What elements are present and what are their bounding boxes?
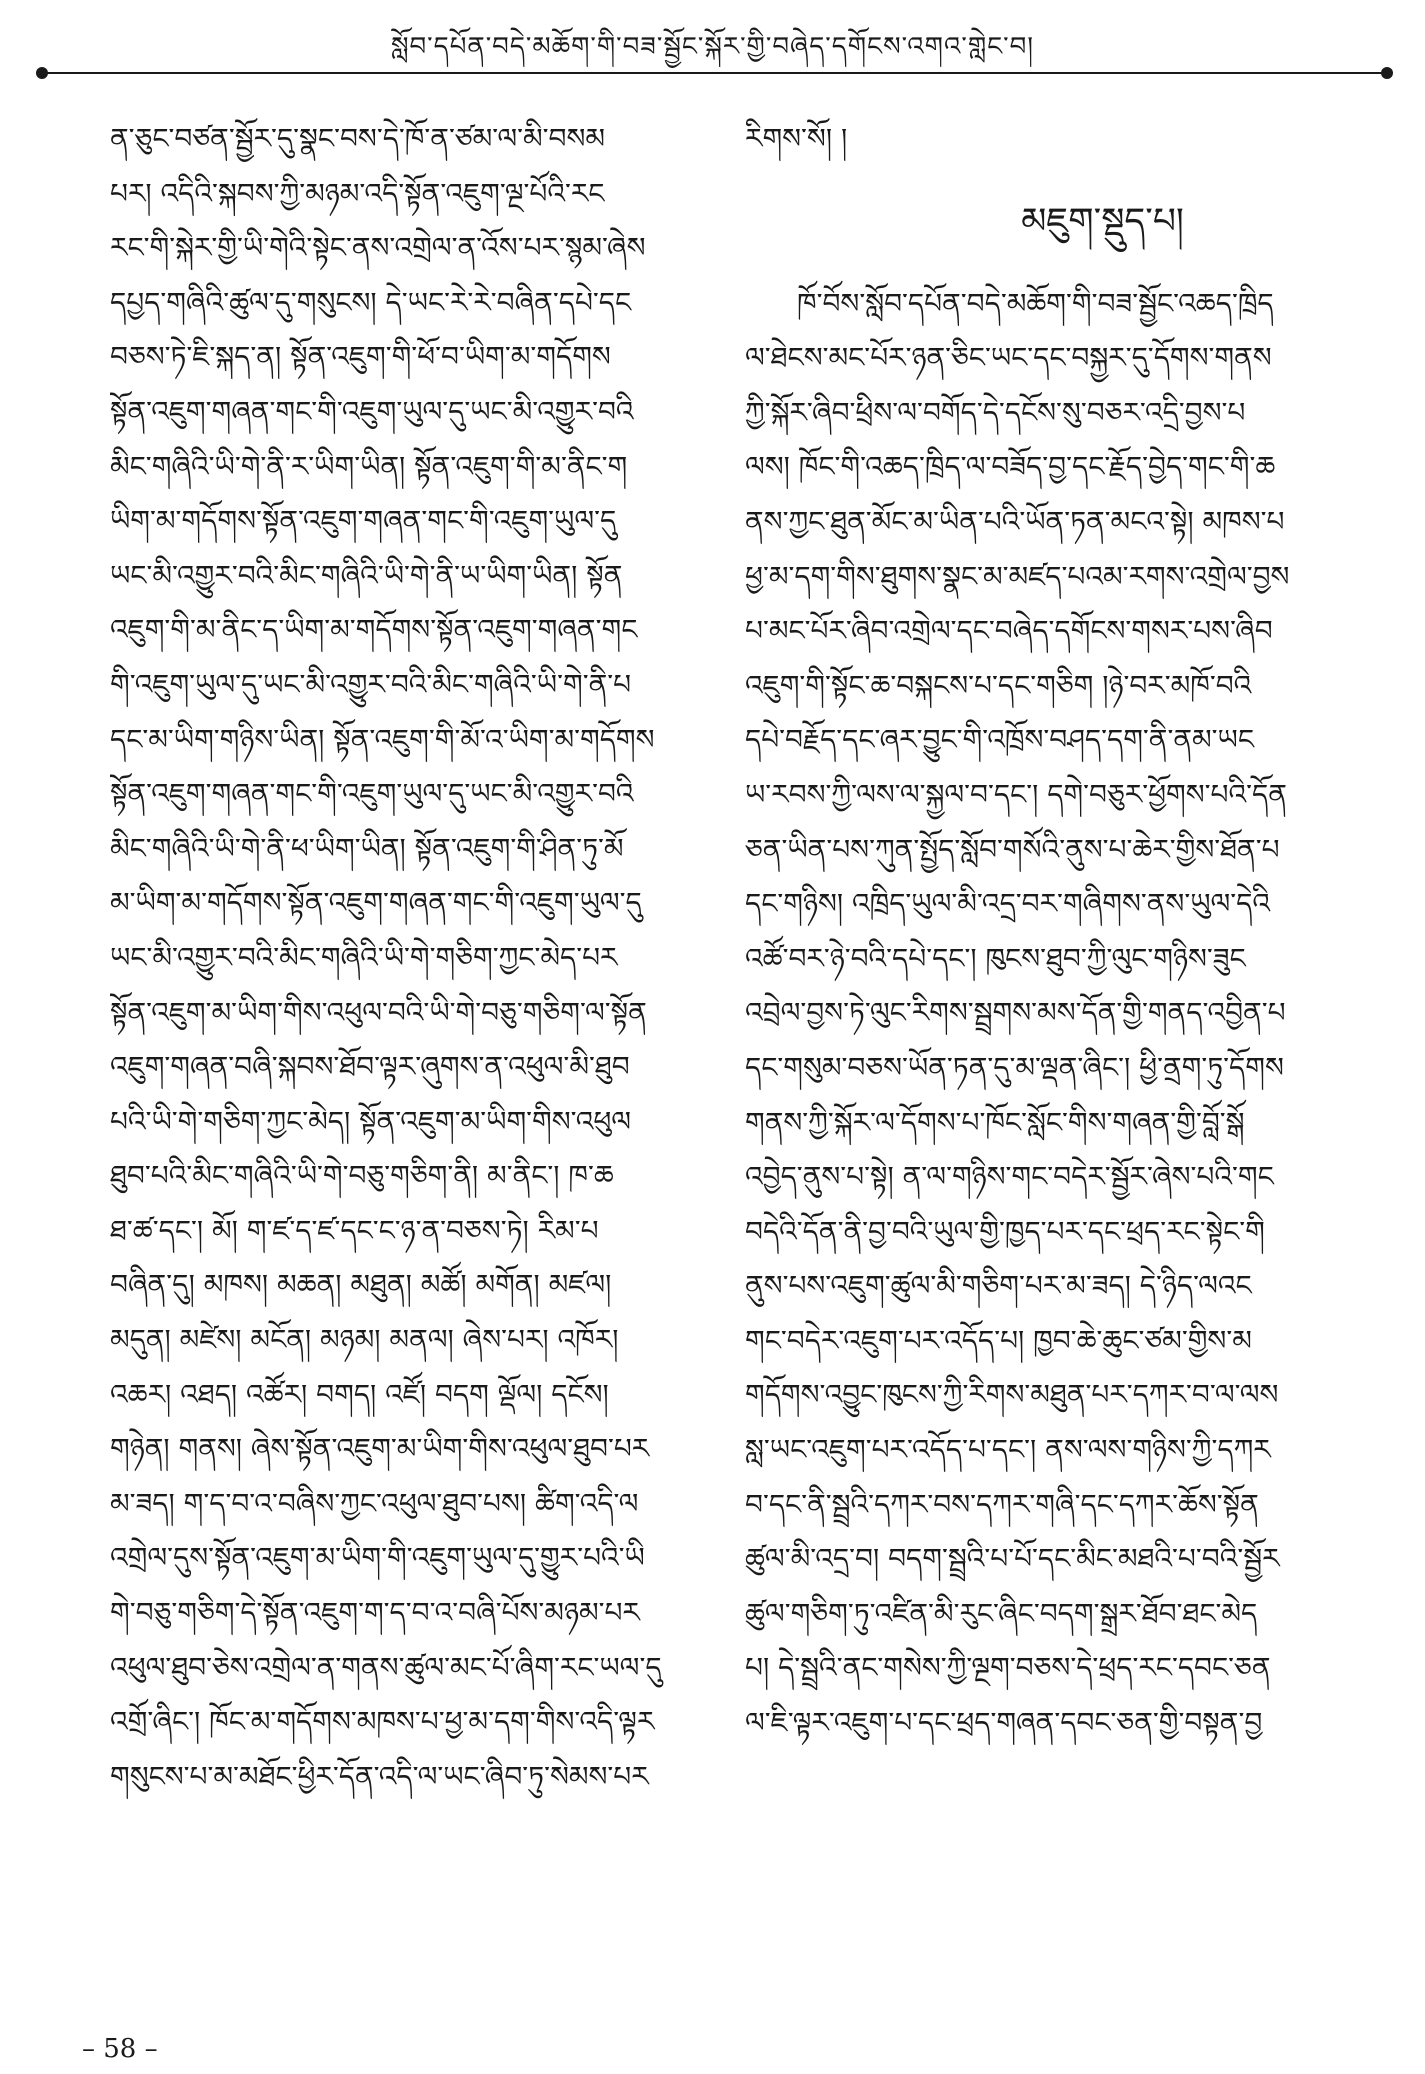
text-line: ནུས་པས་འཇུག་ཚུལ་མི་གཅིག་པར་མ་ཟད། དེ་ཉིད་ལའང	[745, 1269, 1252, 1303]
text-line: གནས་ཀྱི་སྐོར་ལ་དོགས་པ་ཁོང་སློང་གིས་གཞན་གྱི་བློ་སྒོ	[745, 1105, 1245, 1139]
text-line: ཡ་རབས་ཀྱི་ལས་ལ་སྐྱལ་བ་དང་། དགེ་བཅུར་ཕྱོགས་པའི་དོན	[745, 777, 1287, 811]
text-line: པ་མང་པོར་ཞིབ་འགྲེལ་དང་བཞེད་དགོངས་གསར་པས་ཞིབ	[745, 614, 1273, 648]
text-line: སྟོན་འཇུག་མ་ཡིག་གིས་འཕུལ་བའི་ཡི་གེ་བཅུ་གཅིག་ལ་སྟོན	[110, 995, 647, 1029]
text-line: བཞིན་དུ། མཁས། མཆན། མཐུན། མཚོ། མགོན། མཛལ།	[110, 1268, 612, 1302]
text-line: འཇུག་གི་སྟོང་ཆ་བསྐངས་པ་དང་གཅིག །ཉེ་བར་མཁོ་བའི	[745, 668, 1252, 702]
text-line: ན་ཅུང་བཙན་སྦྱོར་དུ་སྣང་བས་དེ་ཁོ་ན་ཙམ་ལ་མི་བསམ	[110, 122, 606, 155]
text-line: གདོགས་འབྱུང་ཁུངས་ཀྱི་རིགས་མཐུན་པར་དཀར་བ་ལ་ལས	[745, 1378, 1279, 1412]
text-line: བཅས་ཏེ་ཇི་སྐད་ན། སྟོན་འཇུག་གི་ཕོ་བ་ཡིག་མ་གདོགས	[110, 340, 611, 374]
text-line: འགྲོ་ཞིང་། ཁོང་མ་གདོགས་མཁས་པ་ཕྱ་མ་དག་གིས་འདི་ལྟར	[110, 1705, 655, 1739]
text-line: གསུངས་པ་མ་མཐོང་ཕྱིར་དོན་འདི་ལ་ཡང་ཞིབ་ཏུ་སེམས་པར	[110, 1759, 649, 1793]
text-line: ཡང་མི་འགྱུར་བའི་མིང་གཞིའི་ཡི་གེ་ནི་ཡ་ཡིག་ཡིན། སྟོན	[110, 558, 623, 592]
header-rule-right-dot	[1381, 67, 1393, 79]
text-line: མིང་གཞིའི་ཡི་གེ་ནི་ཕ་ཡིག་ཡིན། སྟོན་འཇུག་གི་ཤིན་ཏུ་མོ	[110, 831, 624, 865]
text-line: རང་གི་སྐེར་གྱི་ཡི་གེའི་སྟེང་ནས་འགྲེལ་ན་འོས་པར་སྙམ་ཞེས	[110, 231, 646, 265]
text-line: པར། འདིའི་སྐབས་ཀྱི་མཉམ་འདི་སྟོན་འཇུག་ལྔ་པོའི་རང	[110, 176, 605, 210]
text-line: འཇུག་གི་མ་ནིང་ད་ཡིག་མ་གདོགས་སྟོན་འཇུག་གཞན་གང	[110, 613, 638, 647]
text-line: དང་མ་ཡིག་གཉིས་ཡིན། སྟོན་འཇུག་གི་མོ་འ་ཡིག་མ་གདོགས	[110, 722, 655, 756]
text-line: འཕུལ་ཐུབ་ཅེས་འགྲེལ་ན་གནས་ཚུལ་མང་པོ་ཞིག་རང་ཡལ་དུ	[110, 1650, 662, 1684]
text-line: བདེའི་དོན་ནི་བྱ་བའི་ཡུལ་གྱི་ཁྱད་པར་དང་ཕྲད་རང་སྟེང་གི	[745, 1214, 1265, 1248]
text-line: དཔེ་བརྗོད་དང་ཞར་བྱུང་གི་འཁྲོས་བཤད་དག་ནི་ནམ་ཡང	[745, 723, 1255, 757]
text-line: མདུན། མཛེས། མངོན། མཉམ། མནལ། ཞེས་པར། འཁོར།	[110, 1323, 619, 1357]
right-body-lines	[745, 277, 1400, 1751]
section-heading: མཇུག་སྡུད་པ།	[1021, 200, 1184, 242]
text-line: དང་གསུམ་བཅས་ཡོན་ཏན་དུ་མ་ལྡན་ཞིང་། ཕྱི་ནྲག་ཏུ་དོགས	[745, 1050, 1284, 1084]
text-line: ཐུབ་པའི་མིང་གཞིའི་ཡི་གེ་བཅུ་གཅིག་ནི། མ་ནིང་། ཁ་ཆ	[110, 1159, 614, 1193]
text-line: ཡང་མི་འགྱུར་བའི་མིང་གཞིའི་ཡི་གེ་གཅིག་ཀྱང་མེད་པར	[110, 940, 618, 974]
text-line: ཚུལ་མི་འདྲ་བ། བདག་སྦྲའི་པ་པོ་དང་མིང་མཐའི་པ་བའི་སྦྱོར	[745, 1542, 1280, 1576]
text-line: པ། དེ་སྦྲའི་ནང་གསེས་ཀྱི་ལྔག་བཅས་དེ་ཕྲད་རང་དབང་ཅན	[745, 1651, 1271, 1685]
text-line: ཕྱ་མ་དག་གིས་ཐུགས་སྣང་མ་མཛད་པའམ་རགས་འགྲེལ་བྱས	[745, 559, 1290, 593]
running-header-title: སློབ་དཔོན་བདེ་མཆོག་གི་བཟ་སྦྱོང་སྐོར་གྱི་བཞེད་དགོངས་འགའ་གླེང་བ།	[390, 32, 1035, 62]
text-line: འབྲེལ་བྱས་ཏེ་ལུང་རིགས་སྦྲགས་མས་དོན་གྱི་གནད་འབྱིན་པ	[745, 996, 1286, 1030]
text-line: ཚུལ་གཅིག་ཏུ་འཛིན་མི་རུང་ཞིང་བདག་སྒྲར་ཐོབ་ཐང་མེད	[745, 1596, 1258, 1630]
text-line: བ་དང་ནི་སྦྲའི་དཀར་བས་དཀར་གཞི་དང་དཀར་ཆོས་སྟོན	[745, 1487, 1259, 1521]
text-line: ནས་ཀྱང་ཐུན་མོང་མ་ཡིན་པའི་ཡོན་ཏན་མངའ་སྟེ། མཁས་པ	[745, 504, 1285, 538]
text-line: དཔྱད་གཞིའི་ཚུལ་དུ་གསུངས། དེ་ཡང་རེ་རེ་བཞིན་དཔེ་དང	[110, 285, 632, 319]
text-line: སྟོན་འཇུག་གཞན་གང་གི་འཇུག་ཡུལ་དུ་ཡང་མི་འགྱུར་བའི	[110, 777, 634, 811]
text-line: འཇུག་གཞན་བཞི་སྐབས་ཐོབ་ལྟར་ཞུགས་ན་འཕུལ་མི་ཐུབ	[110, 1050, 630, 1084]
text-line: འབྱེད་ནུས་པ་སྟེ། ན་ལ་གཉིས་གང་བདེར་སྦྱོར་ཞེས་པའི་གང	[745, 1160, 1274, 1194]
text-line: ཡིག་མ་གདོགས་སྟོན་འཇུག་གཞན་གང་གི་འཇུག་ཡུལ་དུ	[110, 504, 617, 538]
text-line: གི་འཇུག་ཡུལ་དུ་ཡང་མི་འགྱུར་བའི་མིང་གཞིའི་ཡི་གེ་ནི་པ	[110, 667, 632, 701]
header-rule	[42, 72, 1387, 74]
text-line: སྟོན་འཇུག་གཞན་གང་གི་འཇུག་ཡུལ་དུ་ཡང་མི་འགྱུར་བའི	[110, 394, 634, 428]
text-line: མིང་གཞིའི་ཡི་གེ་ནི་ར་ཡིག་ཡིན། སྟོན་འཇུག་གི་མ་ནིང་ག	[110, 449, 628, 483]
text-line: ཐ་ཚ་དང་། མོ། ག་ཛ་ད་ཛ་དང་ང་ཉ་ན་བཅས་ཏེ། རིམ་པ	[110, 1213, 599, 1247]
text-line: གཉེན། གནས། ཞེས་སྟོན་འཇུག་མ་ཡིག་གིས་འཕུལ་ཐུབ་པར	[110, 1432, 650, 1466]
text-line: སླ་ཡང་འཇུག་པར་འདོད་པ་དང་། ནས་ལས་གཉིས་ཀྱི་དཀར	[745, 1433, 1271, 1467]
intro-line: རིགས་སོ། །	[745, 122, 848, 155]
page-number: – 58 –	[82, 2034, 158, 2064]
text-line: ལ་ཇི་ལྟར་འཇུག་པ་དང་ཕྲད་གཞན་དབང་ཅན་གྱི་བསྟན་བྱ	[745, 1706, 1263, 1740]
text-line: མ་ཡིག་མ་གདོགས་སྟོན་འཇུག་གཞན་གང་གི་འཇུག་ཡུལ་དུ	[110, 886, 642, 920]
text-line: ལས། ཁོང་གི་འཆད་ཁྲིད་ལ་བཟོད་བྱ་དང་རྗོད་བྱེད་གང་གི་ཆ	[745, 450, 1276, 484]
text-line: མ་ཟད། ག་ད་བ་འ་བཞིས་ཀྱང་འཕུལ་ཐུབ་པས། ཚིག་འདི་ལ	[110, 1486, 639, 1520]
right-text-column	[745, 112, 1400, 1751]
text-line: འགྲེལ་དུས་སྟོན་འཇུག་མ་ཡིག་གི་འཇུག་ཡུལ་དུ་གྱུར་པའི་ཡི	[110, 1541, 645, 1575]
text-line: ལ་ཐེངས་མང་པོར་ཉན་ཅིང་ཡང་དང་བསྐྱར་དུ་དོགས་གནས	[745, 341, 1272, 375]
text-line: འཆར། འཐད། འཚོར། བགད། འཛོ། བདག ལྡོལ། དངོས།	[110, 1377, 609, 1411]
text-line: འཚོ་བར་ཉེ་བའི་དཔེ་དང་། ཁུངས་ཐུབ་ཀྱི་ལུང་གཉིས་ཟུང	[745, 941, 1246, 975]
text-line: ཅན་ཡིན་པས་ཀུན་སྤྱོད་སློབ་གསོའི་ནུས་པ་ཆེར་གྱིས་ཐོན་པ	[745, 832, 1280, 866]
text-line: དང་གཉིས། འཁྲིད་ཡུལ་མི་འདྲ་བར་གཞིགས་ནས་ཡུལ་དེའི	[745, 887, 1270, 921]
text-line: གེ་བཅུ་གཅིག་དེ་སྟོན་འཇུག་ག་ད་བ་འ་བཞི་པོས་མཉམ་པར	[110, 1596, 640, 1630]
text-line: ཀྱི་སྐོར་ཞིབ་ཕྲིས་ལ་བགོད་དེ་དངོས་སུ་བཅར་འདྲི་བྱས་པ	[745, 395, 1246, 429]
text-line: གང་བདེར་འཇུག་པར་འདོད་པ། ཁྱབ་ཆེ་ཆུང་ཙམ་གྱིས་མ	[745, 1323, 1252, 1357]
text-line: ཁོ་བོས་སློབ་དཔོན་བདེ་མཆོག་གི་བཟ་སྦྱོང་འཆད་ཁྲིད	[797, 286, 1274, 320]
left-text-column	[110, 112, 695, 1804]
text-line: པའི་ཡི་གེ་གཅིག་ཀྱང་མེད། སྟོན་འཇུག་མ་ཡིག་གིས་འཕུལ	[110, 1104, 632, 1138]
